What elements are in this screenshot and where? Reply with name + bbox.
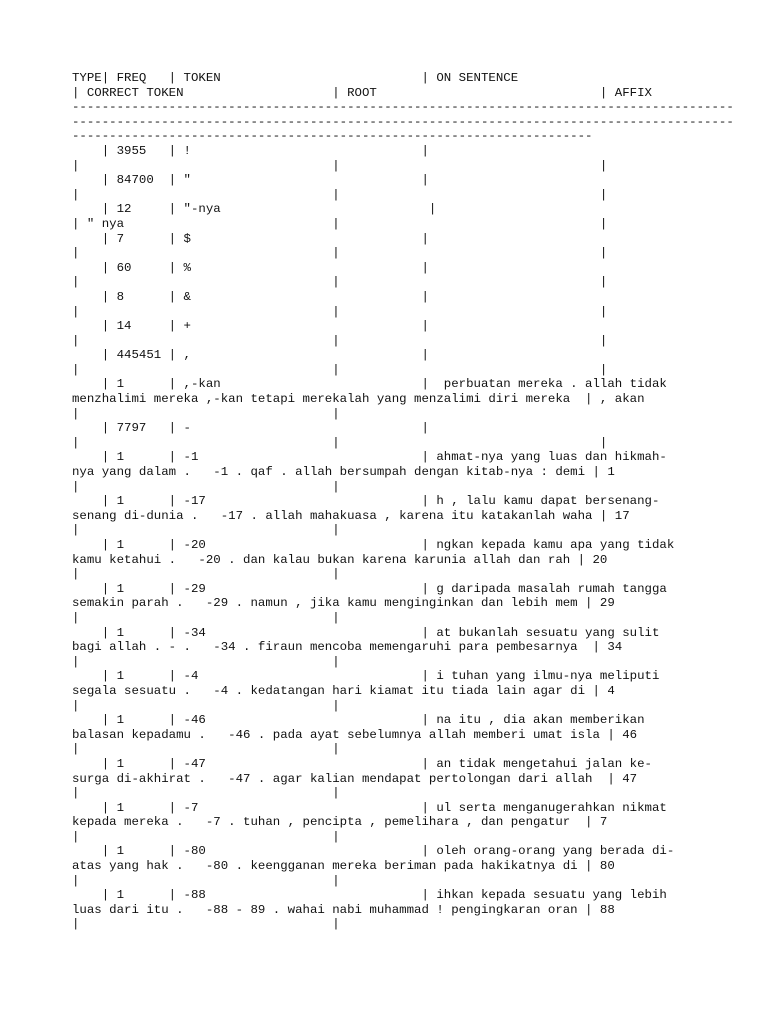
document-line: | | | [72, 362, 608, 377]
document-line: | | [72, 523, 340, 538]
document-line: | 1 | -17 | h , lalu kamu dapat bersenang- [72, 494, 660, 509]
document-line: luas dari itu . -88 - 89 . wahai nabi muhammad ! pengingkaran oran | 88 [72, 902, 615, 917]
document-line: | | [72, 698, 340, 713]
document-line: | 1 | -34 | at bukanlah sesuatu yang sulit [72, 625, 660, 640]
document-line: surga di-akhirat . -47 . agar kalian mendapat pertolongan dari allah | 47 [72, 771, 638, 786]
document-line: | 1 | -47 | an tidak mengetahui jalan ke- [72, 756, 652, 771]
document-line: nya yang dalam . -1 . qaf . allah bersumpah dengan kitab-nya : demi | 1 [72, 465, 615, 480]
document-line: | 1 | -4 | i tuhan yang ilmu-nya meliputi [72, 669, 660, 684]
document-line: | | [72, 479, 340, 494]
document-line: | | [72, 610, 340, 625]
document-line: | 60 | % | [72, 260, 429, 275]
document-line: | 84700 | " | [72, 173, 429, 188]
document-line: | | | [72, 158, 608, 173]
document-line: balasan kepadamu . -46 . pada ayat sebelumnya allah memberi umat isla | 46 [72, 727, 638, 742]
document-line: | 1 | -7 | ul serta menganugerahkan nikmat [72, 800, 667, 815]
document-line: | | | [72, 304, 608, 319]
document-line: | | [72, 567, 340, 582]
document-line: | | [72, 917, 340, 932]
document-line: kepada mereka . -7 . tuhan , pencipta , pemelihara , dan pengatur | 7 [72, 815, 608, 830]
document-line: | 1 | -46 | na itu , dia akan memberikan [72, 713, 645, 728]
document-line: | | | [72, 435, 608, 450]
document-line: ----------------------------------------------------------------------------------------- [72, 100, 734, 115]
document-line: | 7797 | - | [72, 421, 429, 436]
document-line: ----------------------------------------------------------------------------------------- [72, 114, 734, 129]
document-line: | 1 | -20 | ngkan kepada kamu apa yang tidak [72, 538, 675, 552]
document-line: ---------------------------------------------------------------------- [72, 129, 593, 144]
document-line: kamu ketahui . -20 . dan kalau bukan karena karunia allah dan rah | 20 [72, 552, 608, 567]
document-line: segala sesuatu . -4 . kedatangan hari kiamat itu tiada lain agar di | 4 [72, 683, 615, 698]
document-line: | 14 | + | [72, 319, 429, 334]
document-line: atas yang hak . -80 . keengganan mereka beriman pada hakikatnya di | 80 [72, 859, 615, 874]
document-line: | | [72, 873, 340, 888]
document-line: | | | [72, 246, 608, 261]
document-line: | CORRECT TOKEN | ROOT | AFFIX [72, 85, 652, 100]
document-line: | | [72, 406, 340, 421]
document-line: | 1 | -80 | oleh orang-orang yang berada di- [72, 844, 675, 859]
document-line: semakin parah . -29 . namun , jika kamu menginginkan dan lebih mem | 29 [72, 596, 615, 611]
document-line: | | [72, 786, 340, 801]
document-line: | 12 | "-nya | [72, 202, 437, 217]
document-line: senang di-dunia . -17 . allah mahakuasa , karena itu katakanlah waha | 17 [72, 508, 630, 523]
document-line: | 1 | -29 | g daripada masalah rumah tangga [72, 581, 667, 596]
token-table-listing [72, 71, 734, 932]
document-line: | 445451 | , | [72, 348, 429, 363]
document-line: | | [72, 829, 340, 844]
document-line: menzhalimi mereka ,-kan tetapi merekalah yang menzalimi diri mereka | , akan [72, 392, 645, 407]
document-line: | 1 | -88 | ihkan kepada sesuatu yang lebih [72, 888, 667, 903]
document-line: | | | [72, 275, 608, 290]
document-line: | 1 | ,-kan | perbuatan mereka . allah tidak [72, 377, 667, 392]
document-line: bagi allah . - . -34 . firaun mencoba memengaruhi para pembesarnya | 34 [72, 640, 623, 655]
document-line: | | | [72, 333, 608, 348]
document-line: | 3955 | ! | [72, 143, 429, 158]
document-line: | | | [72, 187, 608, 202]
document-line: | 1 | -1 | ahmat-nya yang luas dan hikmah- [72, 450, 667, 465]
document-line: | 8 | & | [72, 289, 429, 304]
document-line: TYPE| FREQ | TOKEN | ON SENTENCE [72, 71, 519, 85]
document-line: | " nya | | [72, 216, 608, 231]
document-line: | | [72, 654, 340, 669]
document-line: | | [72, 742, 340, 757]
document-line: | 7 | $ | [72, 231, 429, 246]
